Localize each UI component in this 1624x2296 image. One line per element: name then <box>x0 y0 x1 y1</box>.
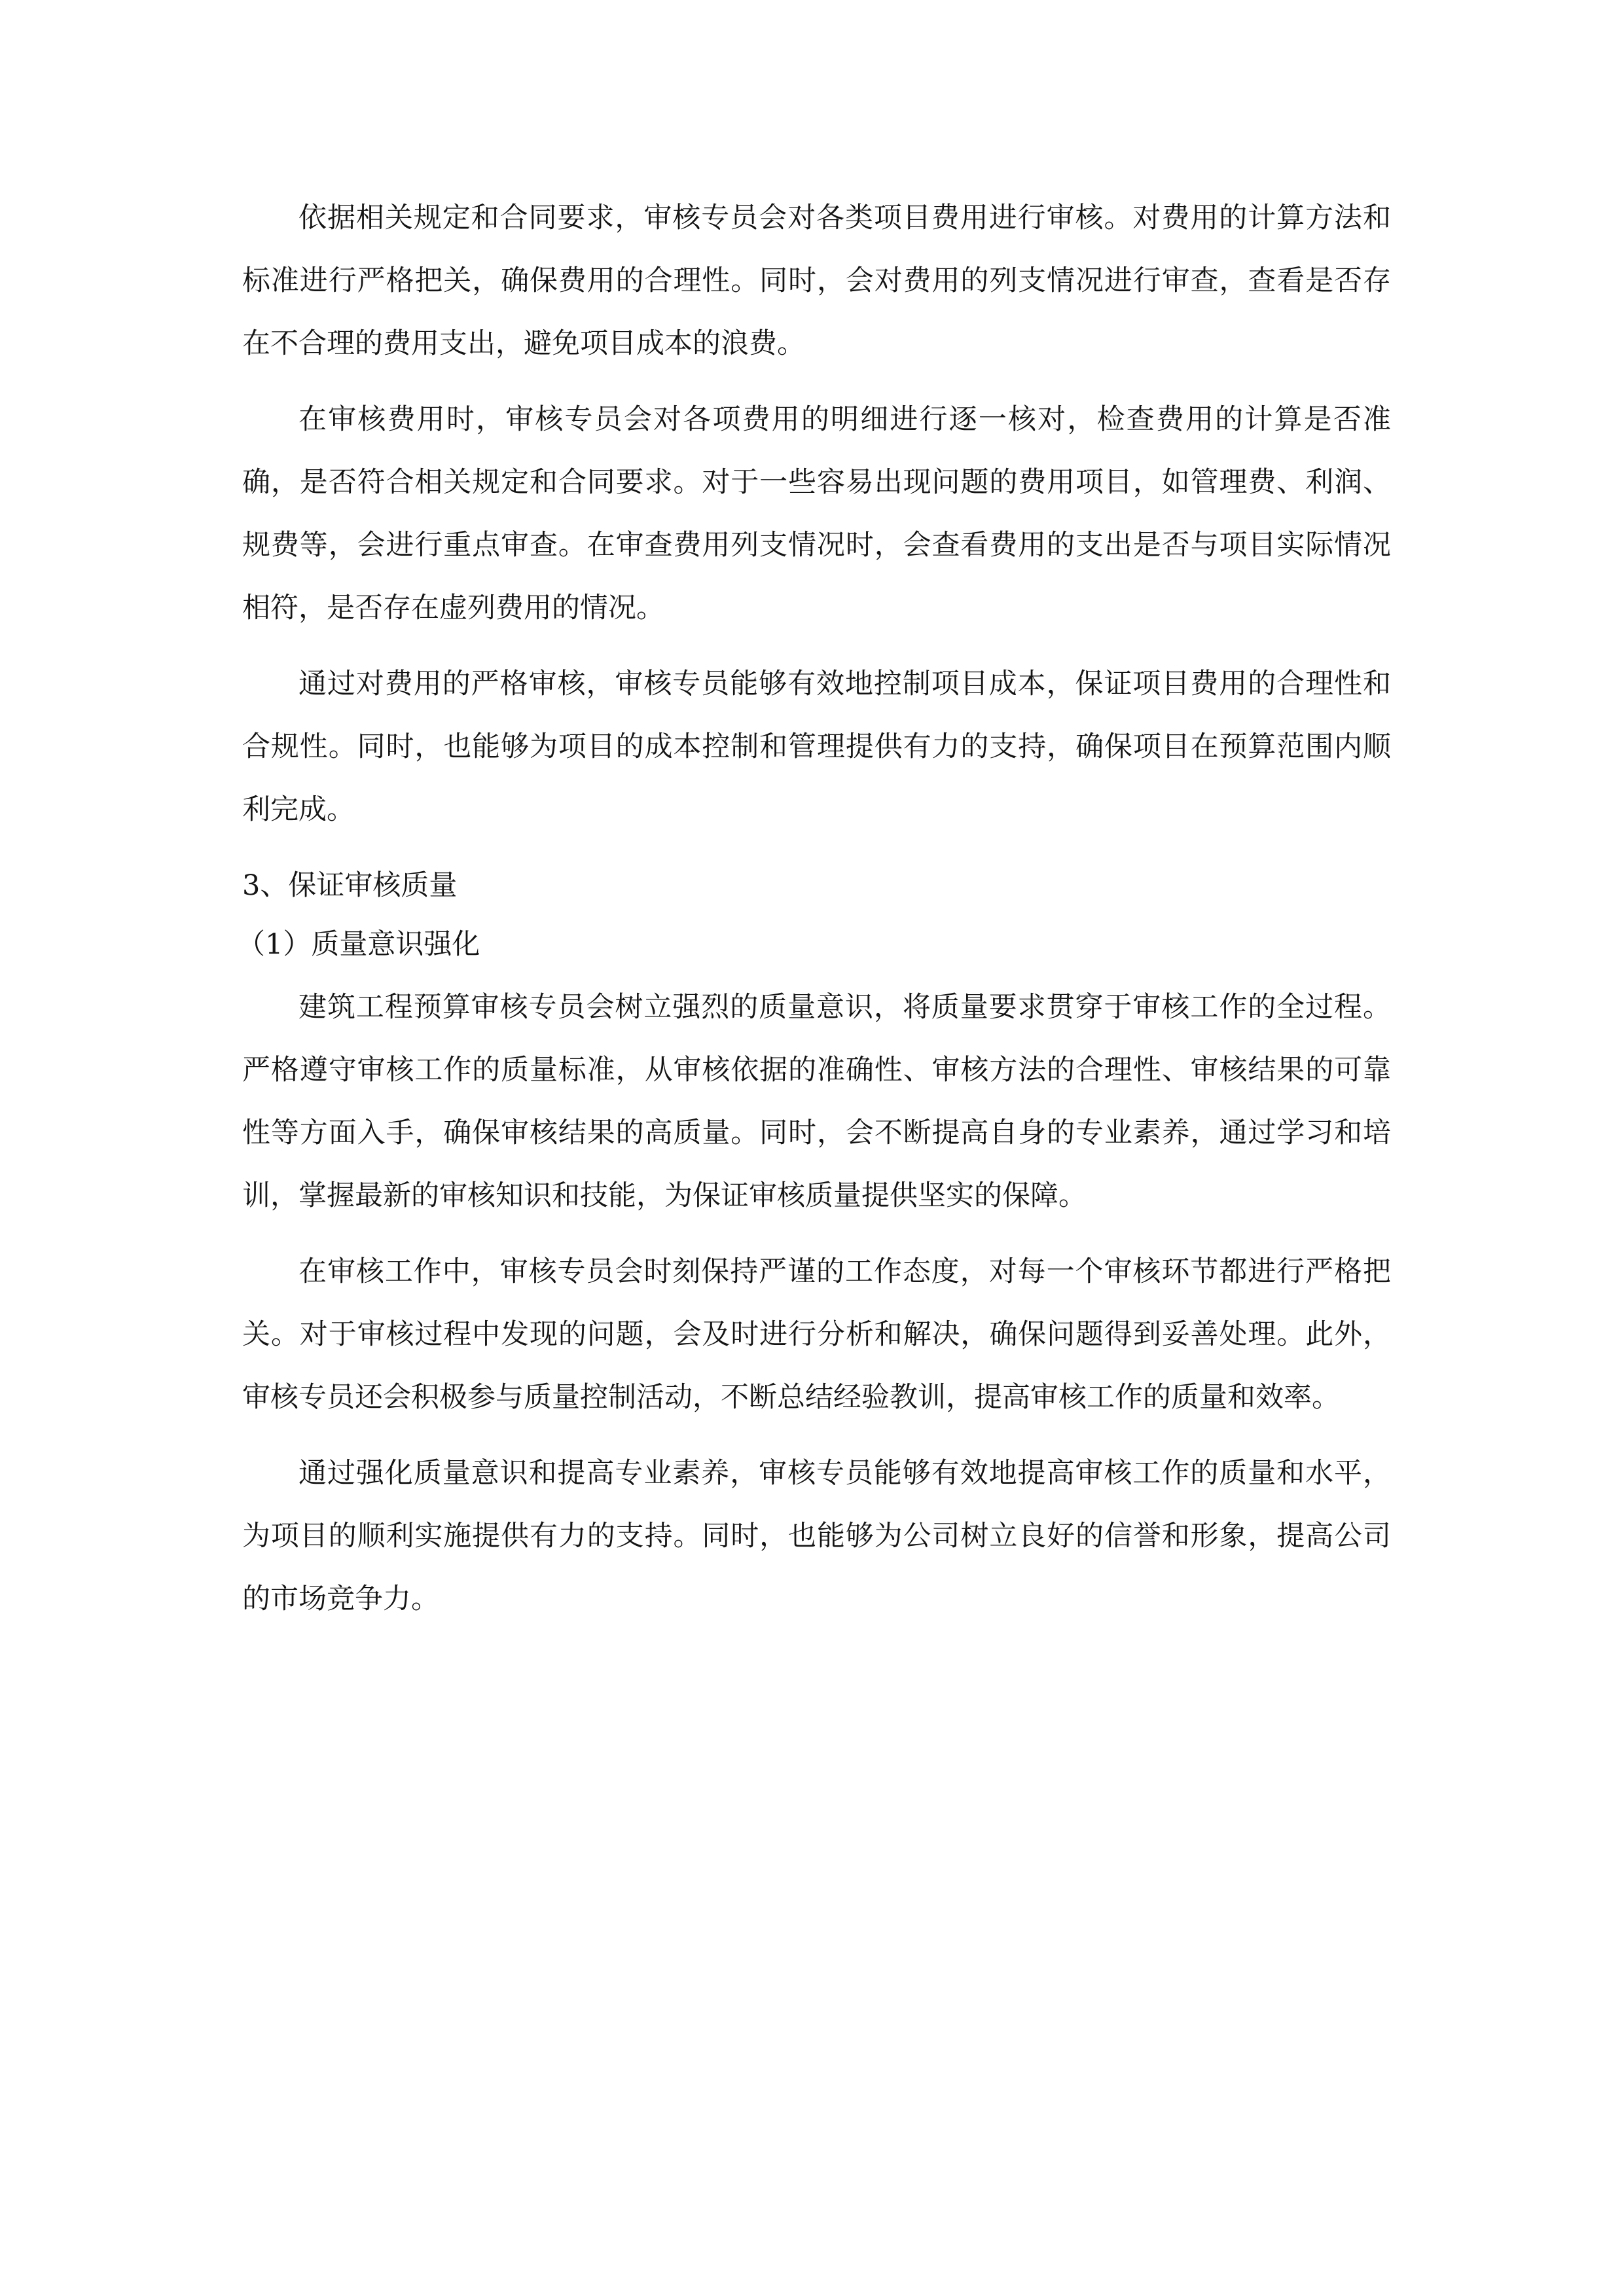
paragraph-quality-awareness: 建筑工程预算审核专员会树立强烈的质量意识，将质量要求贯穿于审核工作的全过程。严格遵守审核工作的质量标准，从审核依据的准确性、审核方法的合理性、审核结果的可靠性等方面入手，确保审核结果的高质量。同时，会不断提高自身的专业素养，通过学习和培训，掌握最新的审核知识和技能，为保证审核质量提供坚实的保障。 <box>242 991 1391 1212</box>
paragraph-cost-control: 通过对费用的严格审核，审核专员能够有效地控制项目成本，保证项目费用的合理性和合规性。同时，也能够为项目的成本控制和管理提供有力的支持，确保项目在预算范围内顺利完成。 <box>242 668 1391 826</box>
section-heading-quality: 3、保证审核质量 <box>242 869 458 902</box>
paragraph-rigorous-attitude: 在审核工作中，审核专员会时刻保持严谨的工作态度，对每一个审核环节都进行严格把关。对于审核过程中发现的问题，会及时进行分析和解决，确保问题得到妥善处理。此外，审核专员还会积极参与质量控制活动，不断总结经验教训，提高审核工作的质量和效率。 <box>242 1255 1391 1414</box>
paragraph-quality-improvement: 通过强化质量意识和提高专业素养，审核专员能够有效地提高审核工作的质量和水平，为项目的顺利实施提供有力的支持。同时，也能够为公司树立良好的信誉和形象，提高公司的市场竞争力。 <box>242 1457 1391 1615</box>
subsection-heading-quality-awareness: （1）质量意识强化 <box>237 928 480 961</box>
paragraph-cost-review: 依据相关规定和合同要求，审核专员会对各类项目费用进行审核。对费用的计算方法和标准进行严格把关，确保费用的合理性。同时，会对费用的列支情况进行审查，查看是否存在不合理的费用支出，避免项目成本的浪费。 <box>242 202 1391 360</box>
document-body <box>237 187 1391 1630</box>
paragraph-cost-detail-check: 在审核费用时，审核专员会对各项费用的明细进行逐一核对，检查费用的计算是否准确，是否符合相关规定和合同要求。对于一些容易出现问题的费用项目，如管理费、利润、规费等，会进行重点审查。在审查费用列支情况时，会查看费用的支出是否与项目实际情况相符，是否存在虚列费用的情况。 <box>242 403 1391 624</box>
